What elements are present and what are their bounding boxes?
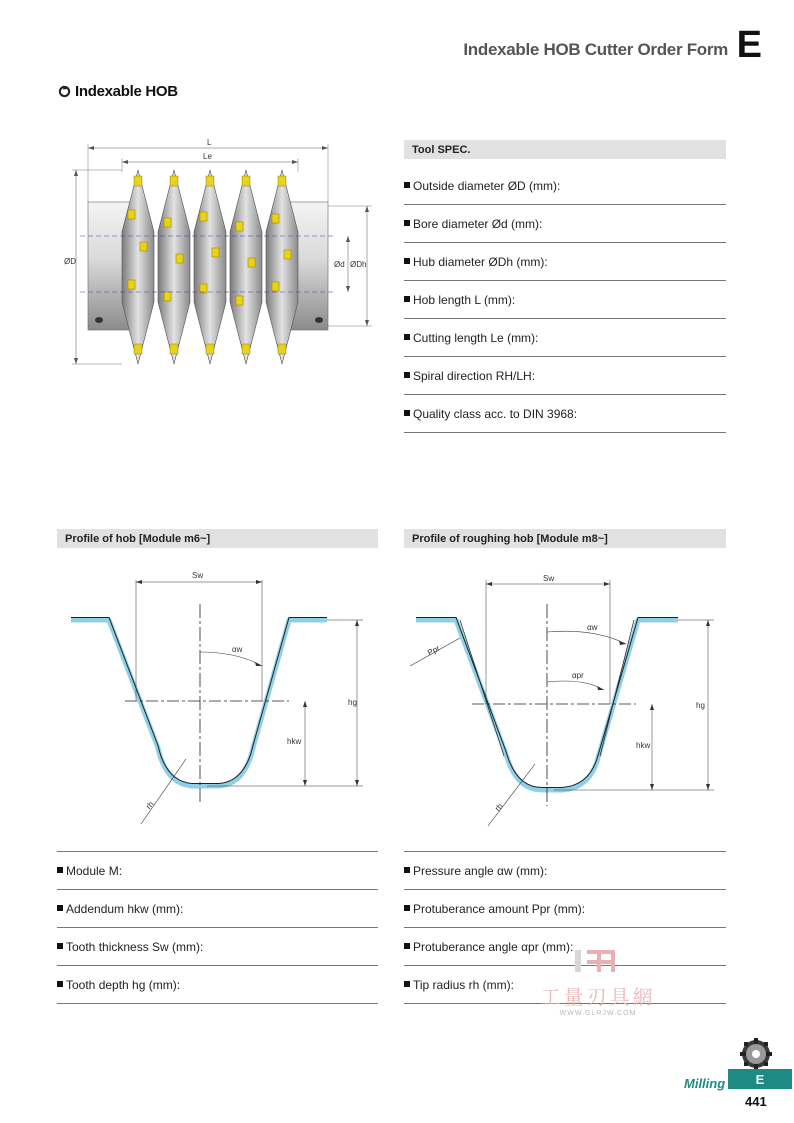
field-bore-diameter[interactable]: Bore diameter Ød (mm): xyxy=(404,205,726,243)
watermark-logo-icon xyxy=(573,946,623,976)
label-ODh: ØDh xyxy=(350,260,367,269)
hob-profile-outline xyxy=(71,620,327,786)
label-apr: αpr xyxy=(572,671,584,680)
label-rh-roughing: rh xyxy=(493,801,505,813)
label-rh: rh xyxy=(144,799,156,811)
hob-illustration xyxy=(58,132,378,372)
section-title xyxy=(58,83,178,100)
circular-arrow-icon xyxy=(58,85,71,98)
tool-spec-title: Tool SPEC. xyxy=(412,143,471,156)
profile-hob-header xyxy=(57,529,378,548)
field-protuberance-angle[interactable]: Protuberance angle αpr (mm): xyxy=(404,928,726,966)
profile-roughing-hob-title: Profile of roughing hob [Module m8~] xyxy=(412,532,608,545)
label-Le: Le xyxy=(203,152,212,161)
profile-hob-fields xyxy=(57,851,378,1004)
label-sw-roughing: Sw xyxy=(543,574,555,583)
field-outside-diameter[interactable]: Outside diameter ØD (mm): xyxy=(404,167,726,205)
milling-cutter-icon xyxy=(740,1038,772,1070)
field-spiral-direction[interactable]: Spiral direction RH/LH: xyxy=(404,357,726,395)
profile-roughing-hob-header xyxy=(404,529,726,548)
field-module[interactable]: Module M: xyxy=(57,852,378,890)
watermark-text: 工量刃具網 xyxy=(540,985,656,1009)
label-hkw: hkw xyxy=(287,737,302,746)
field-hub-diameter[interactable]: Hub diameter ØDh (mm): xyxy=(404,243,726,281)
label-hg-roughing: hg xyxy=(696,701,705,710)
field-pressure-angle[interactable]: Pressure angle αw (mm): xyxy=(404,852,726,890)
field-protuberance-amount[interactable]: Protuberance amount Ppr (mm): xyxy=(404,890,726,928)
watermark-url: WWW.GLRJW.COM xyxy=(559,1010,637,1017)
label-sw: Sw xyxy=(192,571,204,580)
field-tip-radius[interactable]: Tip radius rh (mm): xyxy=(404,966,726,1004)
label-L: L xyxy=(207,138,212,147)
field-quality-class[interactable]: Quality class acc. to DIN 3968: xyxy=(404,395,726,433)
watermark xyxy=(528,946,668,1017)
page-number: 441 xyxy=(745,1094,767,1109)
footer-section-badge: E xyxy=(728,1069,792,1089)
label-OD: ØD xyxy=(64,257,76,266)
field-cutting-length[interactable]: Cutting length Le (mm): xyxy=(404,319,726,357)
section-title-text: Indexable HOB xyxy=(75,83,178,100)
field-hob-length[interactable]: Hob length L (mm): xyxy=(404,281,726,319)
label-aw: αw xyxy=(232,645,243,654)
field-tooth-thickness[interactable]: Tooth thickness Sw (mm): xyxy=(57,928,378,966)
page-header-title: Indexable HOB Cutter Order Form xyxy=(463,40,728,59)
tool-spec-fields xyxy=(404,167,726,433)
roughing-hob-profile-diagram xyxy=(404,556,726,836)
tool-spec-header xyxy=(404,140,726,159)
label-hg: hg xyxy=(348,698,357,707)
label-hkw-roughing: hkw xyxy=(636,741,651,750)
hob-profile-diagram xyxy=(57,556,378,836)
section-letter: E xyxy=(736,24,762,66)
cutter-discs xyxy=(122,170,298,364)
field-addendum[interactable]: Addendum hkw (mm): xyxy=(57,890,378,928)
profile-hob-title: Profile of hob [Module m6~] xyxy=(65,532,211,545)
footer-section-label: Milling xyxy=(684,1076,726,1091)
label-ppr: Ppr xyxy=(426,643,442,658)
label-Od: Ød xyxy=(334,260,345,269)
field-tooth-depth[interactable]: Tooth depth hg (mm): xyxy=(57,966,378,1004)
label-aw-roughing: αw xyxy=(587,623,598,632)
